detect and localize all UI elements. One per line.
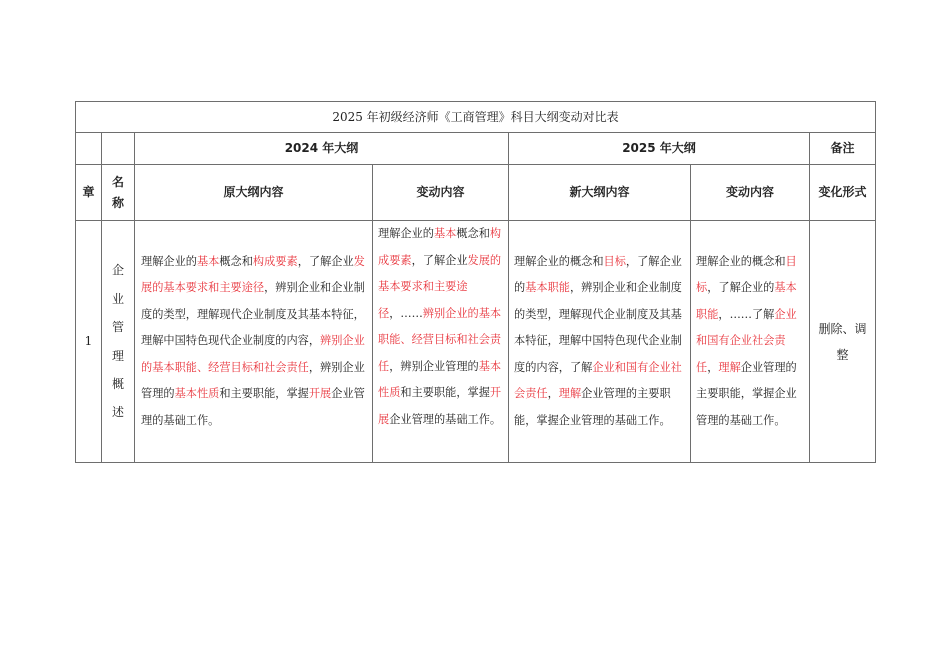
text-segment: ，辨别企业和企业制度的类型，理解现代企业制度及其基本特征，理解中国特色现代企业制度的内容，了解 <box>514 281 682 374</box>
chapter-name-char: 管 <box>111 320 124 335</box>
chapter-name-char: 理 <box>111 348 124 363</box>
text-segment: 理解企业的 <box>378 227 434 240</box>
text-segment: 理解企业的概念和 <box>514 254 604 268</box>
orig-content-cell <box>135 221 373 463</box>
table-title: 2025 年初级经济师《工商管理》科目大纲变动对比表 <box>76 102 876 133</box>
highlighted-text: 发展的基本要求和主要途径 <box>378 253 502 320</box>
text-segment: 概念和 <box>219 254 253 268</box>
text-segment: ，了解企业 <box>297 254 354 268</box>
header-remark: 备注 <box>810 133 876 165</box>
highlighted-text: 辨别企业的基本职能、经营目标和社会责任 <box>378 306 502 373</box>
text-segment: ， <box>547 387 559 401</box>
chapter-name-char: 企 <box>111 263 124 278</box>
text-segment: ，了解企业的 <box>514 254 682 295</box>
header-orig-content: 原大纲内容 <box>135 165 373 221</box>
changes-2024-text <box>373 221 508 433</box>
header-new-content: 新大纲内容 <box>509 165 691 221</box>
header-2025-syllabus: 2025 年大纲 <box>509 133 810 165</box>
text-segment: ， <box>707 360 719 374</box>
change-form-cell <box>810 221 876 463</box>
highlighted-text: 开展 <box>378 386 502 426</box>
changes-2024-cell <box>373 221 509 463</box>
chapter-name <box>102 221 135 463</box>
highlighted-text: 理解 <box>558 387 582 401</box>
header-2024-syllabus: 2024 年大纲 <box>135 133 509 165</box>
highlighted-text: 构成要素 <box>378 227 502 267</box>
text-segment: ，辨别企业和企业制度的类型，理解现代企业制度及其基本特征，理解中国特色现代企业制度的内容， <box>141 281 365 348</box>
empty-header-cell <box>76 133 102 165</box>
text-segment: 企业管理的主要职能，掌握企业管理的基础工作。 <box>696 360 797 427</box>
highlighted-text: 目标 <box>696 254 797 295</box>
text-segment: 和主要职能，掌握 <box>400 386 490 399</box>
highlighted-text: 理解 <box>718 360 741 374</box>
highlighted-text: 开展 <box>308 387 332 401</box>
highlighted-text: 基本职能 <box>525 281 570 295</box>
text-segment: 理解企业的概念和 <box>696 254 786 268</box>
chapter-number: 1 <box>76 221 102 463</box>
empty-header-cell <box>102 133 135 165</box>
highlighted-text: 基本 <box>433 227 457 240</box>
highlighted-text: 基本性质 <box>174 387 220 401</box>
highlighted-text: 构成要素 <box>252 254 298 268</box>
text-segment: ，辨别企业管理的 <box>141 360 365 401</box>
header-change-form: 变化形式 <box>810 165 876 221</box>
change-form-text: 删除、调整 <box>818 321 867 362</box>
highlighted-text: 基本性质 <box>378 359 502 399</box>
comparison-table <box>75 101 876 463</box>
text-segment: 概念和 <box>456 227 490 240</box>
text-segment: 企业管理的基础工作。 <box>389 412 502 426</box>
text-segment: ，了解企业 <box>411 253 468 267</box>
highlighted-text: 发展的基本要求和主要途径 <box>141 254 365 295</box>
highlighted-text: 基本 <box>196 254 220 268</box>
chapter-name-char: 业 <box>111 291 124 306</box>
text-segment: ，……了解 <box>718 307 775 321</box>
changes-2025-text <box>691 249 809 435</box>
orig-content-text <box>135 249 372 435</box>
header-name-char: 名 <box>111 175 124 190</box>
highlighted-text: 辨别企业的基本职能、经营目标和社会责任 <box>141 334 365 374</box>
highlighted-text: 基本职能 <box>696 281 797 321</box>
text-segment: 理解企业的 <box>141 254 197 268</box>
header-name-char: 称 <box>111 195 124 210</box>
text-segment: 企业管理的基础工作。 <box>141 387 365 427</box>
header-name <box>102 165 135 221</box>
header-chapter: 章 <box>76 165 102 221</box>
chapter-name-char: 概 <box>111 376 124 391</box>
changes-2025-cell <box>691 221 810 463</box>
new-content-text <box>509 249 690 435</box>
header-changes-2024: 变动内容 <box>373 165 509 221</box>
highlighted-text: 目标 <box>603 254 626 268</box>
text-segment: 和主要职能，掌握 <box>219 387 309 401</box>
text-segment: ，辨别企业管理的 <box>389 359 479 373</box>
header-changes-2025: 变动内容 <box>691 165 810 221</box>
chapter-name-char: 述 <box>111 405 124 420</box>
table-row <box>76 221 876 463</box>
text-segment: 企业管理的主要职能，掌握企业管理的基础工作。 <box>514 387 671 427</box>
highlighted-text: 企业和国有企业社会责任 <box>696 307 797 374</box>
highlighted-text: 企业和国有企业社会责任 <box>514 360 682 401</box>
new-content-cell <box>509 221 691 463</box>
text-segment: ，…… <box>389 306 423 320</box>
text-segment: ，了解企业的 <box>707 281 775 295</box>
